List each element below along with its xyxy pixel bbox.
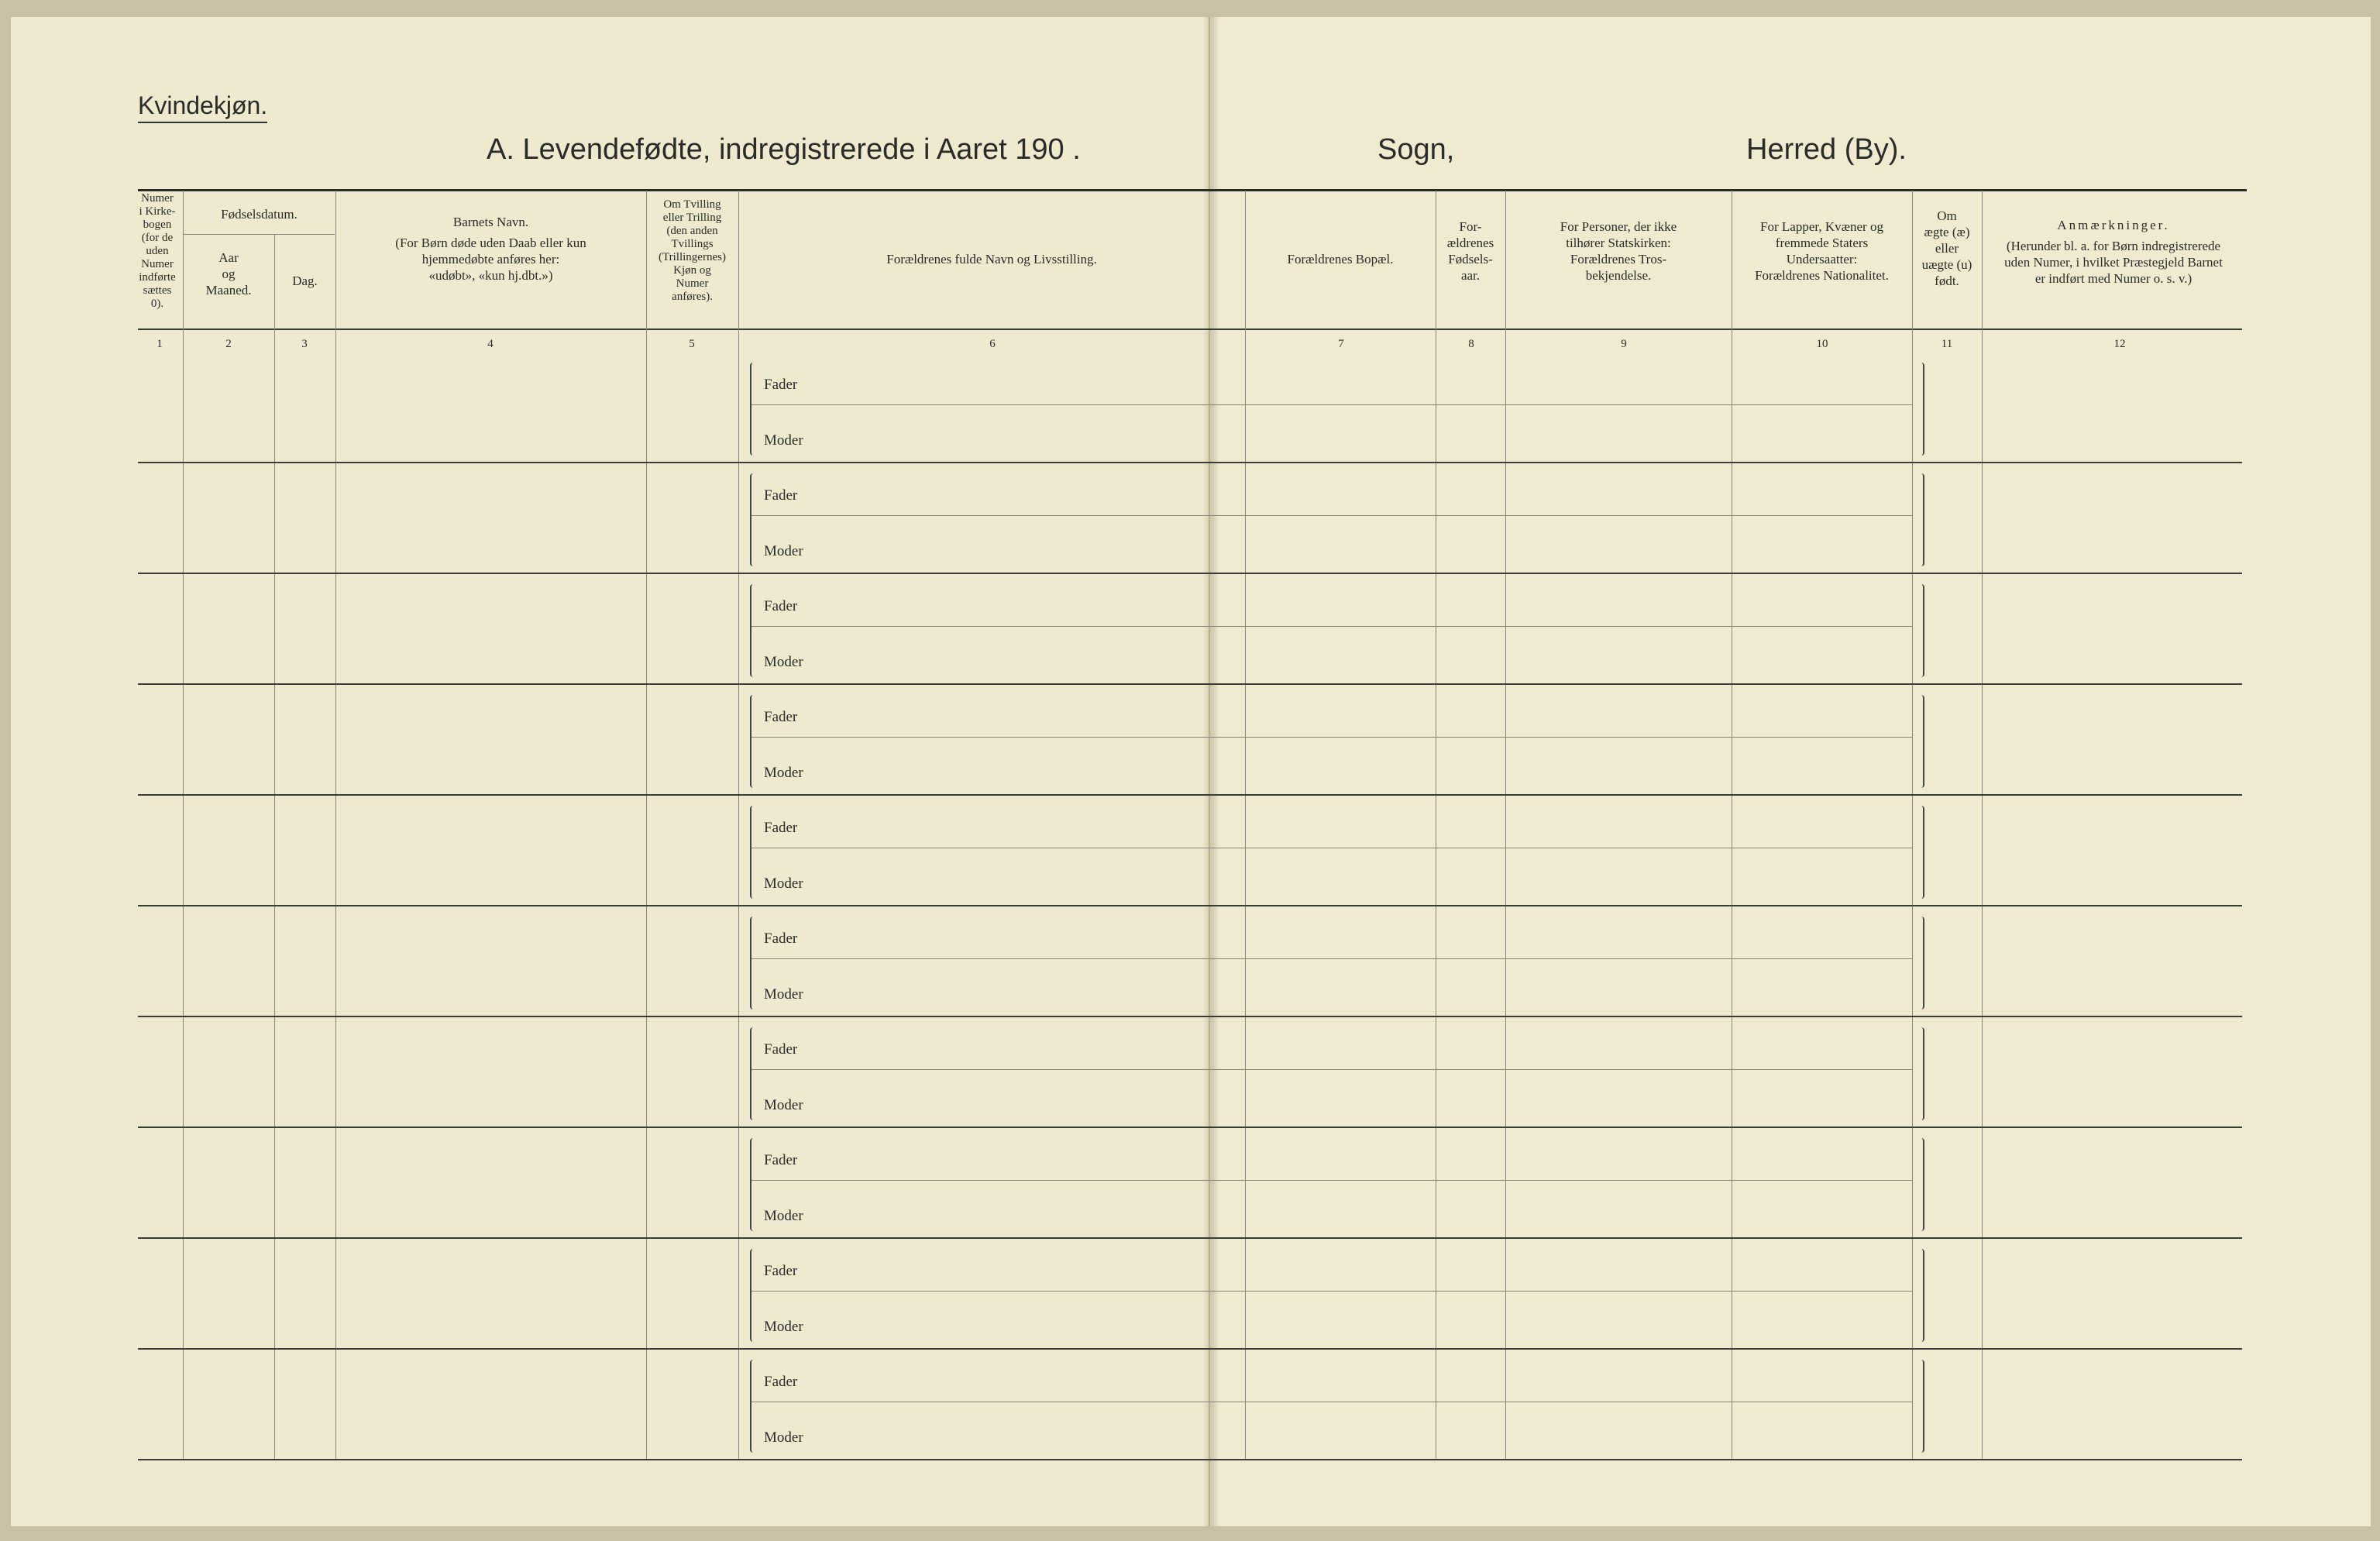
- col-number: 11: [1941, 338, 1953, 350]
- col2-header: Aar og Maaned.: [205, 250, 252, 298]
- col4-header: Barnets Navn. (For Børn døde uden Daab eller kun hjemmedøbte anføres her: «udøbt», «kun hj.dbt.»): [395, 215, 586, 283]
- row-brace: [750, 1027, 758, 1120]
- row-brace: [1917, 1249, 1924, 1342]
- mother-label: Moder: [764, 1208, 803, 1224]
- col7-header: Forældrenes Bopæl.: [1287, 252, 1394, 267]
- row-brace: [750, 806, 758, 899]
- page-title: A. Levendefødte, indregistrerede i Aaret 190 .: [487, 133, 1081, 166]
- col11-header: Om ægte (æ) eller uægte (u) født.: [1921, 208, 1972, 288]
- row-brace: [750, 1249, 758, 1342]
- row-brace: [1917, 1027, 1924, 1120]
- father-label: Fader: [764, 820, 798, 836]
- row-brace: [750, 363, 758, 456]
- book-spine: [1202, 17, 1219, 1526]
- col5-header: Om Tvilling eller Trilling (den anden Tvillings (Trillingernes) Kjøn og Numer anføres).: [659, 198, 726, 303]
- row-brace: [750, 917, 758, 1010]
- col12-header: Anmærkninger. (Herunder bl. a. for Børn indregistrerede uden Numer, i hvilket Præstegjeld Barnet er indført med Numer o. s. v.): [2004, 218, 2223, 286]
- mother-label: Moder: [764, 1319, 803, 1335]
- father-label: Fader: [764, 930, 798, 947]
- col1-header: Numer i Kirke- bogen (for de uden Numer indførte sættes 0).: [139, 192, 176, 310]
- father-label: Fader: [764, 598, 798, 614]
- col-number: 9: [1621, 338, 1627, 350]
- row-brace: [1917, 1360, 1924, 1453]
- row-brace: [750, 473, 758, 566]
- col-number: 4: [487, 338, 494, 350]
- col-number: 2: [225, 338, 232, 350]
- row-brace: [1917, 1138, 1924, 1231]
- col-number: 3: [301, 338, 308, 350]
- col10-header: For Lapper, Kvæner og fremmede Staters Undersaatter: Forældrenes Nationalitet.: [1755, 219, 1889, 283]
- col-number: 7: [1338, 338, 1344, 350]
- col9-header: For Personer, der ikke tilhører Statskirken: Forældrenes Tros- bekjendelse.: [1560, 219, 1677, 283]
- father-label: Fader: [764, 1152, 798, 1168]
- col-number: 6: [989, 338, 996, 350]
- father-label: Fader: [764, 1041, 798, 1058]
- col8-header: For- ældrenes Fødsels- aar.: [1446, 219, 1494, 283]
- col-number: 1: [156, 338, 163, 350]
- row-brace: [1917, 806, 1924, 899]
- father-label: Fader: [764, 487, 798, 504]
- row-brace: [750, 584, 758, 677]
- father-label: Fader: [764, 1263, 798, 1279]
- district-label: Herred (By).: [1746, 133, 1907, 166]
- col-number: 5: [689, 338, 695, 350]
- col3-header: Dag.: [292, 273, 318, 288]
- mother-label: Moder: [764, 432, 803, 449]
- col6-header: Forældrenes fulde Navn og Livsstilling.: [886, 252, 1097, 267]
- mother-label: Moder: [764, 986, 803, 1003]
- birthdate-header: Fødselsdatum.: [221, 207, 298, 222]
- mother-label: Moder: [764, 1097, 803, 1113]
- row-brace: [750, 1138, 758, 1231]
- row-brace: [750, 695, 758, 788]
- father-label: Fader: [764, 377, 798, 393]
- father-label: Fader: [764, 709, 798, 725]
- mother-label: Moder: [764, 765, 803, 781]
- row-brace: [1917, 363, 1924, 456]
- gender-label: Kvindekjøn.: [138, 91, 267, 123]
- row-brace: [1917, 695, 1924, 788]
- father-label: Fader: [764, 1374, 798, 1390]
- mother-label: Moder: [764, 875, 803, 892]
- row-brace: [750, 1360, 758, 1453]
- mother-label: Moder: [764, 654, 803, 670]
- mother-label: Moder: [764, 543, 803, 559]
- col-number: 10: [1816, 338, 1828, 350]
- col-number: 12: [2113, 338, 2126, 350]
- col-number: 8: [1468, 338, 1474, 350]
- row-brace: [1917, 917, 1924, 1010]
- mother-label: Moder: [764, 1429, 803, 1446]
- row-brace: [1917, 584, 1924, 677]
- row-brace: [1917, 473, 1924, 566]
- parish-label: Sogn,: [1377, 133, 1455, 166]
